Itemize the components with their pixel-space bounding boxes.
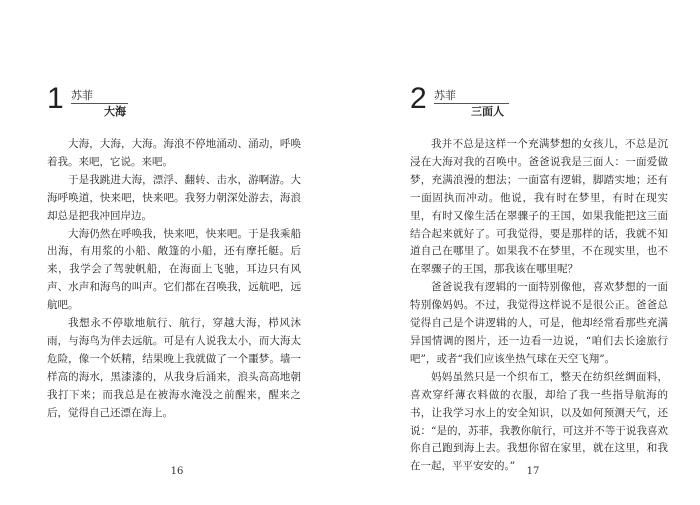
paragraph: 我想永不停歇地航行、航行，穿越大海，栉风沐雨，与海鸟为伴去远航。可是有人说我太小，而大海太危险，像一个妖精，结果晚上我就做了一个噩梦。墙一样高的海水，黑漆漆的，从我身后涌来，浪头高高地朝我打下来；而我总是在被海水淹没之前醒来，醒来之后，觉得自己还漂在海上。 [47,317,301,419]
page-number: 16 [170,466,184,477]
paragraph: 大海仍然在呼唤我，快来吧，快来吧。于是我乘船出海，有用浆的小船、敞篷的小船，还有摩托艇。后来，我学会了驾驶帆船，在海面上飞驰，耳边只有风声、水声和海鸟的叫声。它们都在召唤我，远航吧，远航吧。 [47,227,301,312]
chapter-body [410,136,668,476]
right-page [350,0,700,505]
chapter-heading-rule [71,103,128,104]
paragraph: 于是我跳进大海，漂浮、翻转、击水，游啊游。大海呼唤道，快来吧，快来吧。我努力朝深处游去，海浪却总是把我冲回岸边。 [47,173,301,222]
chapter-author: 苏菲 [71,89,93,102]
paragraph: 爸爸说我有逻辑的一面特别像他，喜欢梦想的一面特别像妈妈。不过，我觉得这样说不是很公正。爸爸总觉得自己是个讲逻辑的人，可是，他却经常看那些充满异国情调的图片，还一边看一边说，“咱们去长途旅行吧”，或者“我们应该坐热气球在天空飞翔”。 [410,281,668,365]
page-number: 17 [526,466,540,477]
paragraph: 大海，大海，大海。海浪不停地涌动、涌动，呼唤着我。来吧，它说。来吧。 [47,138,301,168]
paragraph: 我并不总是这样一个充满梦想的女孩儿，不总是沉浸在大海对我的召唤中。爸爸说我是三面人：一面爱做梦，充满浪漫的想法；一面富有逻辑，脚踏实地；还有一面固执而冲动。他说，我有时在梦里，有时在现实里，有时又像生活在翠骤子的王国，如果我能把这三面结合起来就好了。可我觉得，要是那样的话，我就不知道自己在哪里了。如果我不在梦里，不在现实里，也不在翠骤子的王国，那我该在哪里呢？ [410,138,668,276]
chapter-heading-rule [434,103,509,104]
chapter-number: 2 [410,82,427,115]
chapter-title: 三面人 [471,105,504,118]
chapter-author: 苏菲 [434,89,456,102]
chapter-body [47,136,301,423]
chapter-number: 1 [47,82,64,115]
chapter-title: 大海 [104,105,126,118]
paragraph: 妈妈虽然只是一个织布工，整天在纺织丝绸面料，喜欢穿纤薄衣料做的衣服，却给了我一些指导航海的书，让我学习水上的安全知识，以及如何预测天气，还说：“是的，苏菲，我教你航行，可这并不等于说我喜欢你自己跑到海上去。我想你留在家里，就在这里，和我在一起，平平安安的。” [410,370,668,473]
